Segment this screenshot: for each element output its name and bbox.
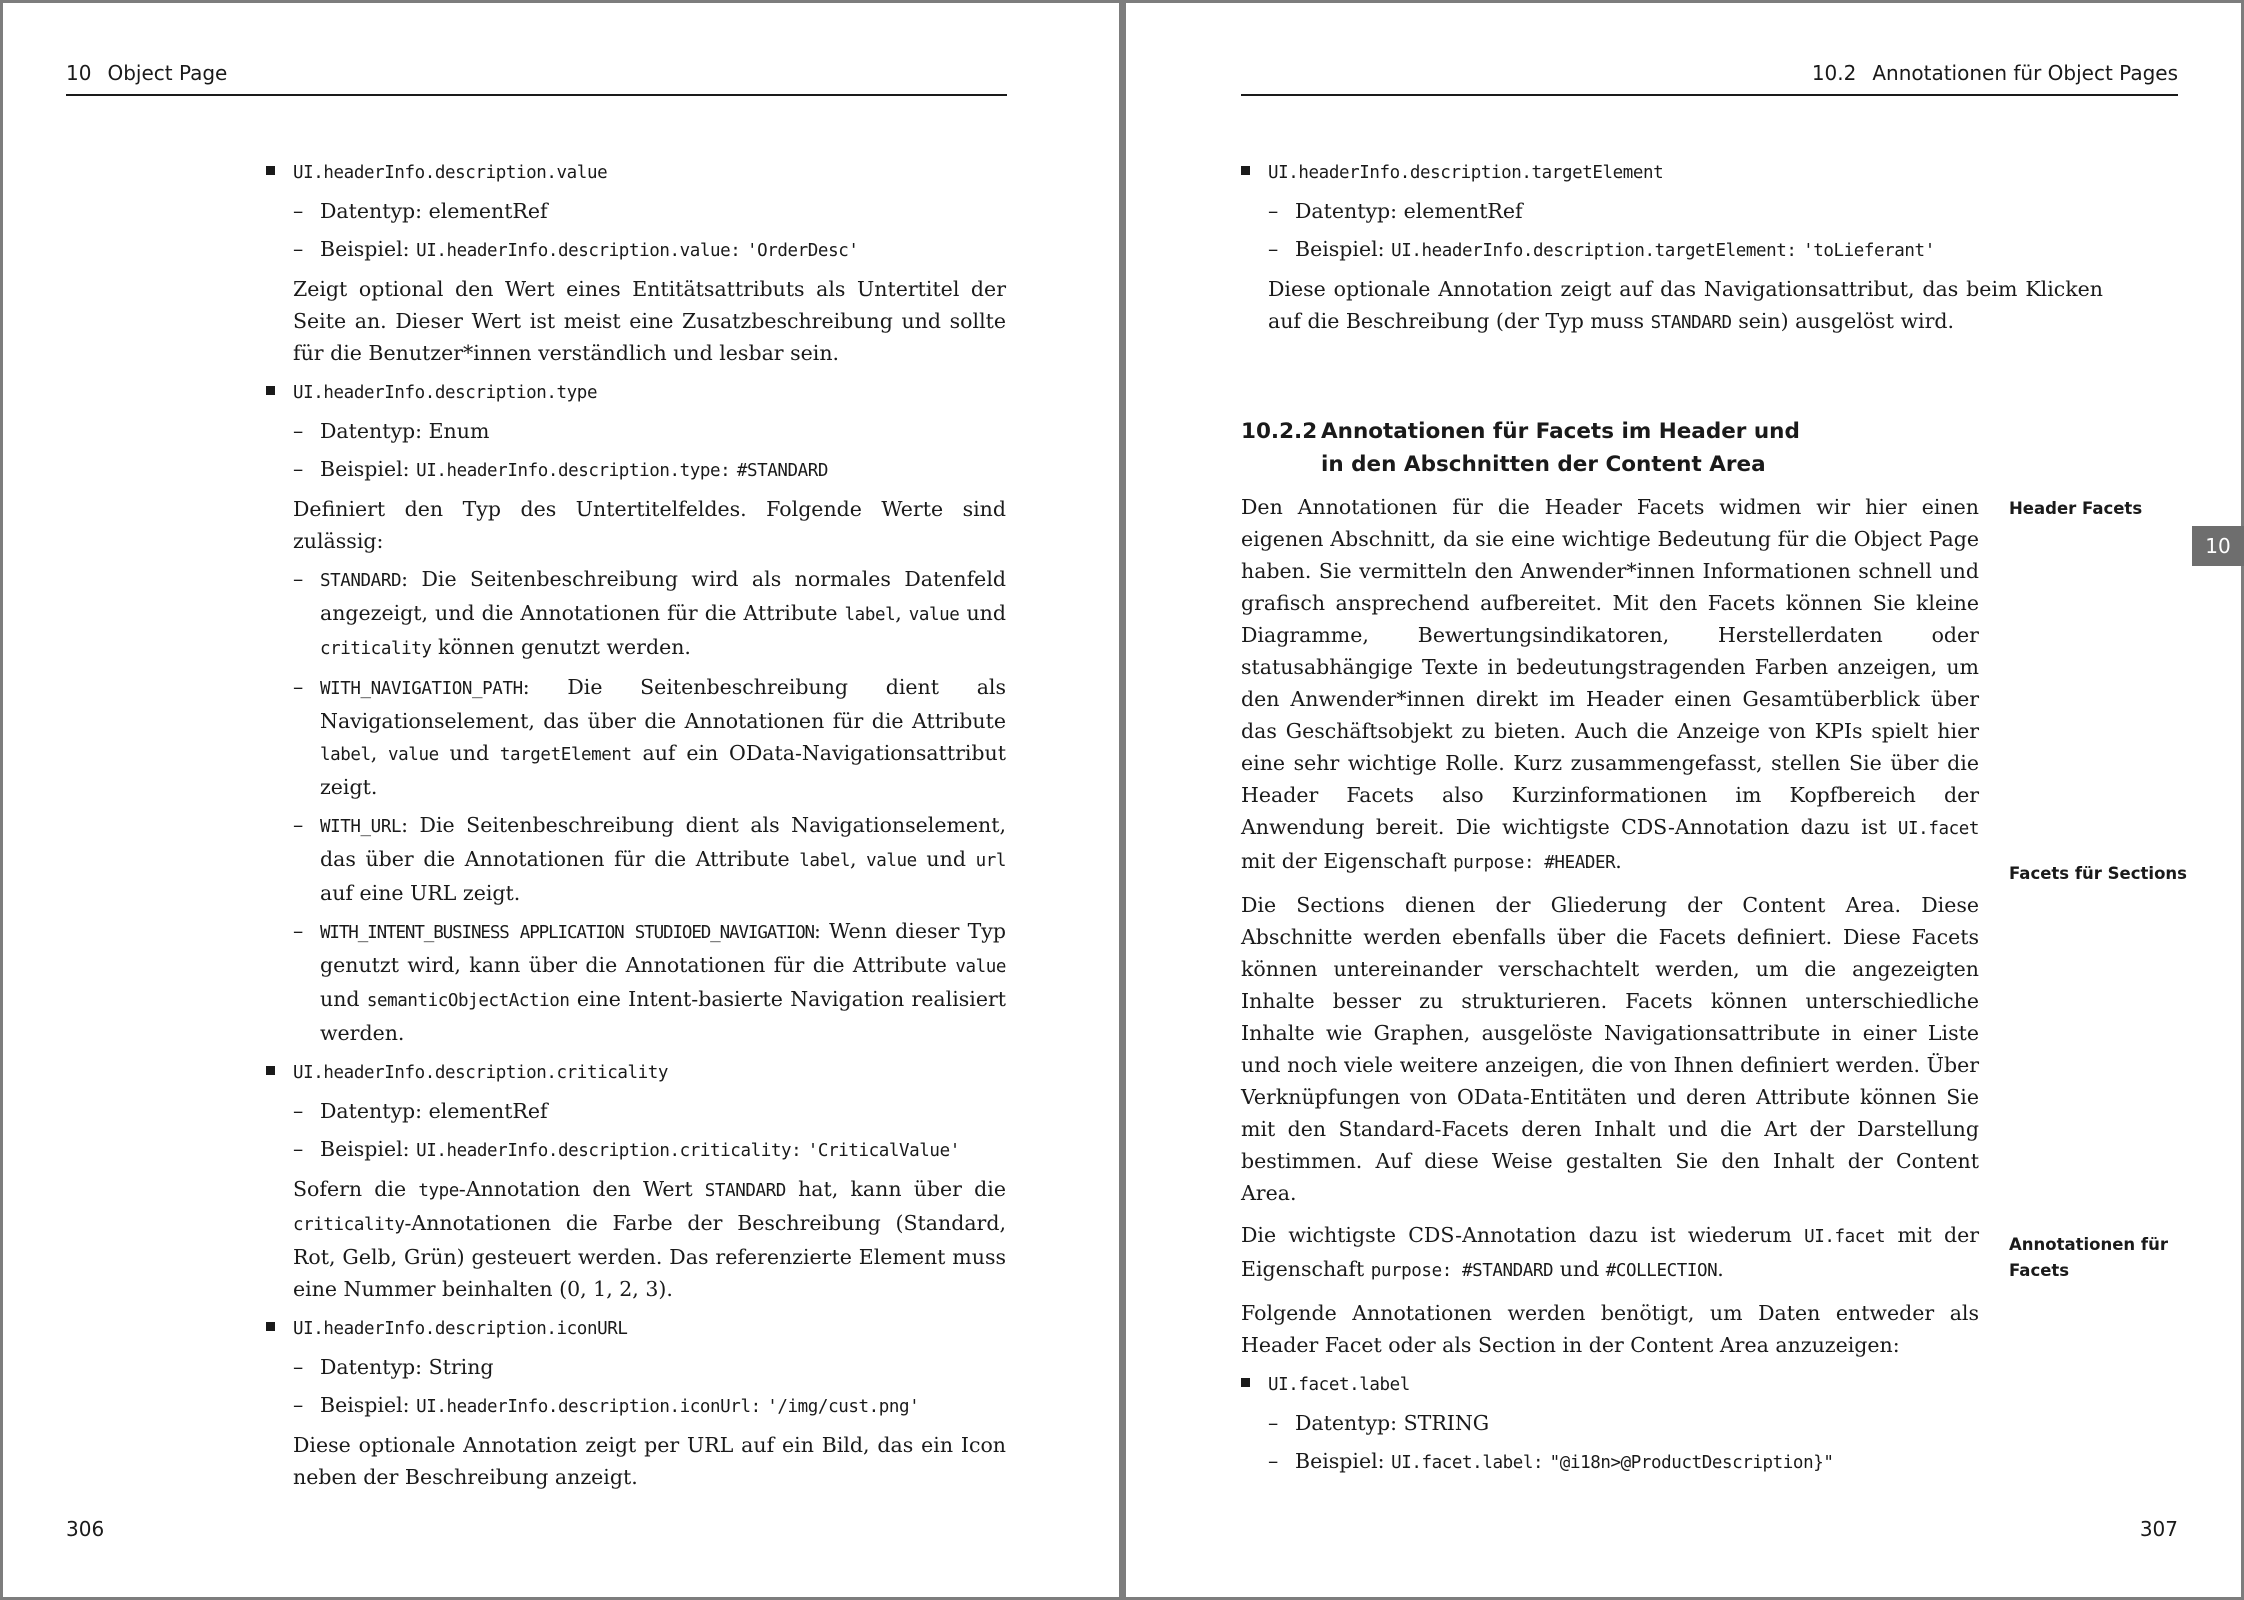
dash-bullet-icon: – — [1268, 1411, 1279, 1435]
example-code: UI.headerInfo.description.type: — [416, 461, 731, 481]
value-text: und — [320, 987, 367, 1011]
sub-item — [293, 1389, 1006, 1423]
body-paragraph: Folgende Annotationen werden benötigt, um Daten entweder als Header Facet oder als Section in der Content Area anzuzeigen: — [1241, 1301, 1979, 1357]
square-bullet-icon — [266, 1322, 275, 1331]
para-text: Sofern die — [293, 1177, 419, 1201]
value-item-intent — [293, 915, 1006, 1049]
example-code: UI.facet.label: — [1391, 1453, 1544, 1473]
dash-bullet-icon: – — [293, 457, 304, 481]
section-number: 10.2 — [1811, 61, 1857, 85]
example-value: 'CriticalValue' — [807, 1141, 960, 1161]
sub-item — [1268, 233, 2103, 267]
inline-code: label — [799, 851, 850, 871]
square-bullet-icon — [266, 1066, 275, 1075]
inline-code: value — [388, 745, 439, 765]
chapter-title: Object Page — [107, 61, 228, 85]
datatype-text: Datentyp: elementRef — [320, 199, 548, 223]
dash-bullet-icon: – — [1268, 199, 1279, 223]
value-text: : Die Seitenbeschreibung wird als normales Datenfeld angezeigt, und die Annotationen für die Attribute — [320, 567, 1006, 625]
datatype-text: Datentyp: elementRef — [1295, 199, 1523, 223]
dash-bullet-icon: – — [293, 1393, 304, 1417]
section-heading-number: 10.2.2 — [1241, 419, 1318, 444]
value-text: eine Intent-basierte Navigation realisiert werden. — [320, 987, 1007, 1045]
annotation-code: UI.headerInfo.description.targetElement — [1268, 163, 1664, 183]
description-paragraph: Definiert den Typ des Untertitelfeldes. Folgende Werte sind zulässig: — [293, 497, 1006, 553]
bullet-item — [266, 155, 1006, 189]
sub-item — [293, 453, 1006, 487]
annotation-code: UI.facet.label — [1268, 1375, 1410, 1395]
example-code: UI.headerInfo.description.targetElement: — [1391, 241, 1797, 261]
square-bullet-icon — [1241, 166, 1250, 175]
sub-item — [293, 1351, 1006, 1383]
square-bullet-icon — [266, 166, 275, 175]
value-text: auf eine URL zeigt. — [320, 881, 521, 905]
dash-bullet-icon: – — [293, 199, 304, 223]
example-label: Beispiel: — [1295, 1449, 1385, 1473]
para-text: . — [1717, 1257, 1724, 1281]
inline-code: purpose: #STANDARD — [1370, 1261, 1554, 1281]
para-text: und — [1553, 1257, 1606, 1281]
dash-bullet-icon: – — [293, 1355, 304, 1379]
inline-code: semanticObjectAction — [366, 991, 570, 1011]
dash-bullet-icon: – — [293, 567, 304, 591]
value-code: STANDARD — [320, 571, 402, 591]
inline-code: #COLLECTION — [1605, 1261, 1718, 1281]
inline-code: url — [975, 851, 1006, 871]
example-label: Beispiel: — [320, 457, 410, 481]
right-column-top — [1241, 155, 2103, 339]
para-text: -Annotationen die Farbe der Beschreibung (Standard, Rot, Gelb, Grün) gesteuert werden. Das referenzierte Element muss eine Nummer beinhalten (0, 1, 2, 3). — [293, 1211, 1006, 1301]
dash-bullet-icon: – — [293, 1137, 304, 1161]
inline-code: targetElement — [499, 745, 632, 765]
datatype-text: Datentyp: STRING — [1295, 1411, 1490, 1435]
value-text: auf ein OData-Navigationsattribut zeigt. — [320, 741, 1006, 799]
description-paragraph: Zeigt optional den Wert eines Entitätsattributs als Untertitel der Seite an. Dieser Wert ist meist eine Zusatzbeschreibung und sollte für die Benutzer*innen verständlich und lesbar sein. — [293, 277, 1006, 365]
inline-code: UI.facet — [1897, 819, 1979, 839]
sub-item — [293, 1133, 1006, 1167]
value-item-standard — [293, 563, 1006, 665]
value-text: und — [916, 847, 976, 871]
annotation-code: UI.headerInfo.description.iconURL — [293, 1319, 628, 1339]
example-value: #STANDARD — [736, 461, 829, 481]
margin-note-facets-sections: Facets für Sections — [2009, 864, 2187, 883]
inline-code: value — [955, 957, 1006, 977]
inline-code: criticality — [320, 639, 432, 659]
header-rule — [1241, 94, 2178, 96]
inline-code: criticality — [293, 1215, 405, 1235]
inline-code: label — [844, 605, 896, 625]
example-label: Beispiel: — [1295, 237, 1385, 261]
para-text: sein) ausgelöst wird. — [1731, 309, 1955, 333]
page-number: 306 — [66, 1517, 105, 1541]
bullet-item — [266, 1311, 1006, 1345]
value-text: können genutzt werden. — [431, 635, 691, 659]
para-text: mit der Eigenschaft — [1241, 1223, 1979, 1281]
dash-bullet-icon: – — [293, 813, 304, 837]
datatype-text: Datentyp: elementRef — [320, 1099, 548, 1123]
annotation-code: UI.headerInfo.description.criticality — [293, 1063, 669, 1083]
value-code: WITH_INTENT_BUSINESS APPLICATION STUDIOED_NAVIGATION — [320, 923, 814, 943]
value-code: WITH_URL — [320, 817, 402, 837]
body-paragraph — [1241, 491, 1979, 879]
body-paragraph — [1241, 1219, 1979, 1287]
value-text: : Die Seitenbeschreibung dient als Navigationselement, das über die Annotationen für die Attribute — [320, 813, 1006, 871]
example-value: '/img/cust.png' — [767, 1397, 920, 1417]
bullet-item — [266, 375, 1006, 409]
dash-bullet-icon: – — [293, 419, 304, 443]
value-text: : Wenn dieser Typ genutzt wird, kann über die Annotationen für die Attribute — [320, 919, 1006, 977]
dash-bullet-icon: – — [1268, 237, 1279, 261]
para-text: Den Annotationen für die Header Facets widmen wir hier einen eigenen Abschnitt, da sie eine wichtige Bedeutung für die Object Page haben. Sie vermitteln den Anwender*innen Informationen schnell und grafisch ansprechend aufbereitet. Mit den Facets können Sie kleine Diagramme, Bewertungsindikatoren, Herstellerdaten oder statusabhängige Texte in bedeutungstragenden Farben anzeigen, um den Anwender*innen direkt im Header einen Gesamtüberblick über das Geschäftsobjekt zu bieten. Auch die Anzeige von KPIs spielt hier eine sehr wichtige Rolle. Kurz zusammengefasst, stellen Sie über die Header Facets also Kurzinformationen im Kopfbereich der Anwendung bereit. Die wichtigste CDS-Annotation dazu ist — [1241, 495, 1979, 839]
value-text: und — [959, 601, 1006, 625]
dash-bullet-icon: – — [293, 237, 304, 261]
dash-bullet-icon: – — [293, 919, 304, 943]
value-text: , — [895, 601, 909, 625]
value-text: , — [370, 741, 389, 765]
sub-item — [293, 195, 1006, 227]
margin-note-annotations-facets: Annotationen für Facets — [2009, 1235, 2168, 1280]
example-label: Beispiel: — [320, 1393, 410, 1417]
margin-note-header-facets: Header Facets — [2009, 499, 2143, 518]
annotation-code: UI.headerInfo.description.type — [293, 383, 598, 403]
dash-bullet-icon: – — [293, 675, 304, 699]
example-code: UI.headerInfo.description.iconUrl: — [416, 1397, 761, 1417]
inline-code: value — [908, 605, 960, 625]
dash-bullet-icon: – — [293, 1099, 304, 1123]
right-page — [1126, 3, 2241, 1597]
value-text: , — [849, 847, 867, 871]
square-bullet-icon — [266, 386, 275, 395]
bullet-item — [1241, 155, 2103, 189]
inline-code: type — [418, 1181, 459, 1201]
left-page — [3, 3, 1119, 1597]
bullet-item — [1241, 1367, 1979, 1401]
para-text: Die wichtigste CDS-Annotation dazu ist wiederum — [1241, 1223, 1805, 1247]
dash-bullet-icon: – — [1268, 1449, 1279, 1473]
section-heading-title: Annotationen für Facets im Header und in den Abschnitten der Content Area — [1321, 419, 1800, 477]
chapter-thumb-tab: 10 — [2192, 526, 2244, 566]
chapter-number: 10 — [66, 61, 92, 85]
description-paragraph: Diese optionale Annotation zeigt per URL auf ein Bild, das ein Icon neben der Beschreibung anzeigt. — [293, 1433, 1006, 1489]
description-paragraph — [1268, 273, 2103, 339]
inline-code: value — [866, 851, 917, 871]
inline-code: purpose: #HEADER — [1453, 853, 1616, 873]
inline-code: UI.facet — [1804, 1227, 1886, 1247]
value-item-url — [293, 809, 1006, 909]
value-code: WITH_NAVIGATION_PATH — [320, 679, 523, 699]
para-text: mit der Eigenschaft — [1241, 849, 1454, 873]
para-text: -Annotation den Wert — [458, 1177, 705, 1201]
example-code: UI.headerInfo.description.value: — [416, 241, 741, 261]
inline-code: label — [320, 745, 371, 765]
value-text: und — [438, 741, 500, 765]
para-text: Diese optionale Annotation zeigt auf das Navigationsattribut, das beim Klicken auf die Beschreibung (der Typ muss — [1268, 277, 2103, 333]
sub-item — [293, 415, 1006, 447]
example-value: 'OrderDesc' — [746, 241, 859, 261]
para-text: . — [1615, 849, 1622, 873]
example-code: UI.headerInfo.description.criticality: — [416, 1141, 802, 1161]
section-title: Annotationen für Object Pages — [1872, 61, 2178, 85]
example-value: 'toLieferant' — [1803, 241, 1935, 261]
right-column-body — [1241, 491, 1979, 1479]
page-number: 307 — [2139, 1517, 2178, 1541]
datatype-text: Datentyp: Enum — [320, 419, 490, 443]
sub-item — [293, 1095, 1006, 1127]
left-column — [266, 155, 1006, 1493]
square-bullet-icon — [1241, 1378, 1250, 1387]
sub-item — [1268, 1407, 1979, 1439]
sub-item — [293, 233, 1006, 267]
value-text: : Die Seitenbeschreibung dient als Navigationselement, das über die Annotationen für die Attribute — [320, 675, 1006, 733]
sub-item — [1268, 195, 2103, 227]
inline-code: STANDARD — [1650, 313, 1732, 333]
header-rule — [66, 94, 1007, 96]
value-item-navigation-path — [293, 671, 1006, 803]
running-header-right — [1812, 61, 2178, 85]
running-header-left — [66, 61, 227, 85]
inline-code: STANDARD — [704, 1181, 786, 1201]
bullet-item — [266, 1055, 1006, 1089]
para-text: hat, kann über die — [785, 1177, 1006, 1201]
sub-item — [1268, 1445, 1979, 1479]
annotation-code: UI.headerInfo.description.value — [293, 163, 608, 183]
body-paragraph: Die Sections dienen der Gliederung der Content Area. Diese Abschnitte werden ebenfalls über die Facets definiert. Diese Facets können untereinander verschachtelt werden, um die angezeigten Inhalte besser zu strukturieren. Facets können unterschiedliche Inhalte wie Graphen, ausgelöste Navigationsattribute in einer Liste und noch viele weitere anzeigen, die von Ihnen definiert werden. Über Verknüpfungen von OData-Entitäten und deren Attribute können Sie mit den Standard-Facets deren Inhalt und die Art der Darstellung bestimmen. Auf diese Weise gestalten Sie den Inhalt der Content Area. — [1241, 893, 1979, 1205]
datatype-text: Datentyp: String — [320, 1355, 494, 1379]
example-value: "@i18n>@ProductDescription}" — [1549, 1453, 1834, 1473]
example-label: Beispiel: — [320, 1137, 410, 1161]
description-paragraph — [293, 1173, 1006, 1305]
example-label: Beispiel: — [320, 237, 410, 261]
